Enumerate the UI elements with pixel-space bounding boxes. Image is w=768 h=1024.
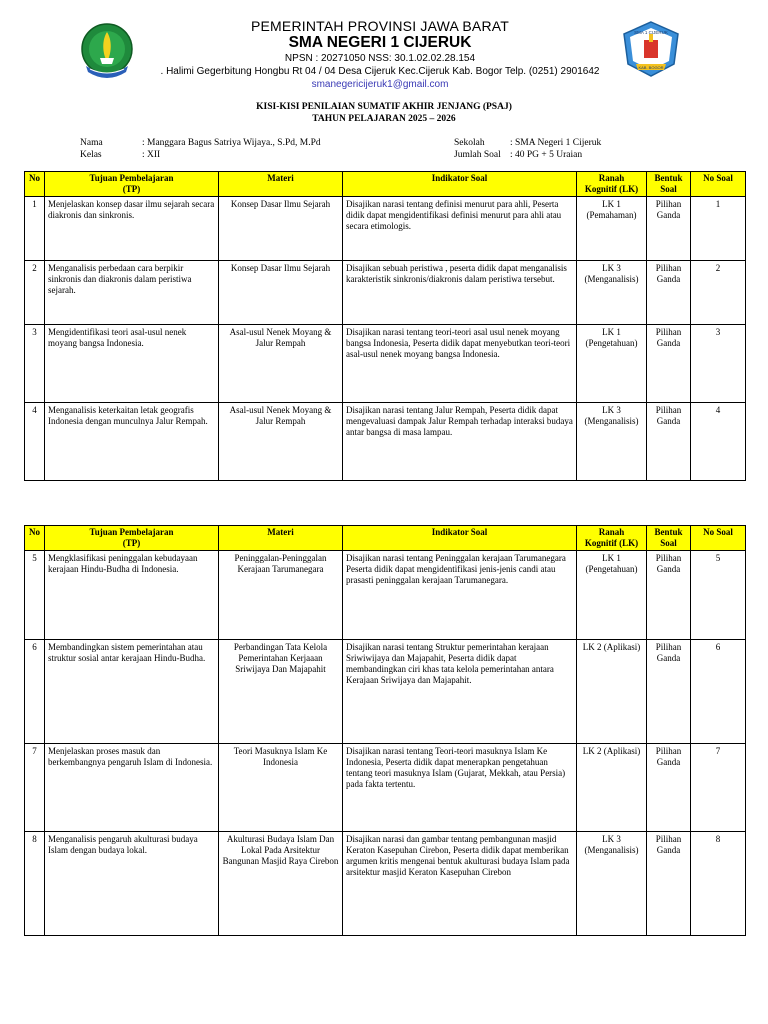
row-no-soal: 1 bbox=[691, 197, 746, 261]
table-row bbox=[25, 744, 746, 832]
row-materi: Konsep Dasar Ilmu Sejarah bbox=[219, 197, 343, 261]
sekolah-value: : SMA Negeri 1 Cijeruk bbox=[510, 138, 602, 148]
row-tujuan: Menganalisis perbedaan cara berpikir sinkronis dan diakronis dalam peristiwa sejarah. bbox=[45, 261, 219, 325]
row-indikator: Disajikan narasi tentang definisi menurut para ahli, Peserta didik dapat mengidentifikasi definisi menurut para ahli atau secara etimologis. bbox=[343, 197, 577, 261]
table-row bbox=[25, 403, 746, 481]
row-tujuan: Menjelaskan konsep dasar ilmu sejarah secara diakronis dan sinkronis. bbox=[45, 197, 219, 261]
row-indikator: Disajikan narasi tentang teori-teori asal usul nenek moyang bangsa Indonesia, Peserta didik dapat menyebutkan teori-teori asal-usul nenek moyang bangsa Indonesia. bbox=[343, 325, 577, 403]
sekolah-label: Sekolah bbox=[454, 138, 485, 148]
table-header-row bbox=[25, 172, 746, 197]
row-no: 1 bbox=[25, 197, 45, 261]
row-indikator: Disajikan narasi tentang Struktur pemerintahan kerajaan Sriwiwijaya dan Majapahit, Peserta didik dapat membandingkan ciri khas tata kelola pemerintahan antara Kerajaan Sriwijaya dan Majapahit. bbox=[343, 640, 577, 744]
row-no: 6 bbox=[25, 640, 45, 744]
row-no-soal: 4 bbox=[691, 403, 746, 481]
col-no: No bbox=[25, 172, 45, 197]
row-ranah: LK 3 (Menganalisis) bbox=[577, 832, 647, 936]
row-no-soal: 2 bbox=[691, 261, 746, 325]
table-header-row bbox=[25, 526, 746, 551]
document-title bbox=[0, 101, 768, 125]
kisi-table-1 bbox=[24, 171, 746, 481]
row-no: 4 bbox=[25, 403, 45, 481]
kisi-table-2 bbox=[24, 525, 746, 936]
row-indikator: Disajikan narasi tentang Peninggalan kerajaan Tarumanegara Peserta didik dapat mengidentifikasi jenis-jenis candi atau prasasti peninggalan kerajaan Tarumanegara. bbox=[343, 551, 577, 640]
school-emblem-icon bbox=[620, 20, 682, 78]
row-tujuan: Menjelaskan proses masuk dan berkembangnya pengaruh Islam di Indonesia. bbox=[45, 744, 219, 832]
row-tujuan: Mengidentifikasi teori asal-usul nenek moyang bangsa Indonesia. bbox=[45, 325, 219, 403]
row-indikator: Disajikan sebuah peristiwa , peserta didik dapat menganalisis karakteristik sinkronis/diakronis dalam peristiwa tersebut. bbox=[343, 261, 577, 325]
row-materi: Akulturasi Budaya Islam Dan Lokal Pada Arsitektur Bangunan Masjid Raya Cirebon bbox=[219, 832, 343, 936]
row-indikator: Disajikan narasi tentang Jalur Rempah, Peserta didik dapat mengevaluasi dampak Jalur Rempah terhadap interaksi budaya antar bangsa di masa lampau. bbox=[343, 403, 577, 481]
col-tujuan-pembelajaran: Tujuan Pembelajaran (TP) bbox=[45, 526, 219, 551]
school-address: . Halimi Gegerbitung Hongbu Rt 04 / 04 Desa Cijeruk Kec.Cijeruk Kab. Bogor Telp. (0251) 2901642 bbox=[160, 66, 600, 77]
svg-text:SMA 1 CIJERUK: SMA 1 CIJERUK bbox=[634, 30, 668, 35]
row-materi: Konsep Dasar Ilmu Sejarah bbox=[219, 261, 343, 325]
col-materi: Materi bbox=[219, 526, 343, 551]
nama-value: : Manggara Bagus Satriya Wijaya., S.Pd, M.Pd bbox=[142, 138, 321, 148]
row-no: 5 bbox=[25, 551, 45, 640]
school-name: SMA NEGERI 1 CIJERUK bbox=[288, 34, 472, 51]
row-materi: Teori Masuknya Islam Ke Indonesia bbox=[219, 744, 343, 832]
col-materi: Materi bbox=[219, 172, 343, 197]
government-name: PEMERINTAH PROVINSI JAWA BARAT bbox=[250, 18, 510, 34]
col-indikator-soal: Indikator Soal bbox=[343, 526, 577, 551]
col-bentuk-soal: Bentuk Soal bbox=[647, 526, 691, 551]
row-materi: Asal-usul Nenek Moyang & Jalur Rempah bbox=[219, 325, 343, 403]
row-ranah: LK 3 (Menganalisis) bbox=[577, 403, 647, 481]
row-no-soal: 8 bbox=[691, 832, 746, 936]
jumlah-soal-value: : 40 PG + 5 Uraian bbox=[510, 150, 583, 160]
row-bentuk: Pilihan Ganda bbox=[647, 261, 691, 325]
row-tujuan: Membandingkan sistem pemerintahan atau struktur sosial antar kerajaan Hindu-Budha. bbox=[45, 640, 219, 744]
col-tujuan-pembelajaran: Tujuan Pembelajaran (TP) bbox=[45, 172, 219, 197]
table-row bbox=[25, 197, 746, 261]
row-no: 7 bbox=[25, 744, 45, 832]
row-ranah: LK 2 (Aplikasi) bbox=[577, 744, 647, 832]
letterhead bbox=[0, 0, 768, 100]
col-indikator-soal: Indikator Soal bbox=[343, 172, 577, 197]
teacher-info bbox=[80, 137, 321, 161]
row-ranah: LK 3 (Menganalisis) bbox=[577, 261, 647, 325]
row-bentuk: Pilihan Ganda bbox=[647, 403, 691, 481]
school-info bbox=[454, 137, 601, 161]
row-bentuk: Pilihan Ganda bbox=[647, 640, 691, 744]
row-indikator: Disajikan narasi tentang Teori-teori masuknya Islam Ke Indonesia, Peserta didik dapat menerapkan pengetahuan tentang teori masuknya Islam (Gujarat, Mekkah, atau Persia) pada fakta tertentu. bbox=[343, 744, 577, 832]
row-bentuk: Pilihan Ganda bbox=[647, 832, 691, 936]
row-ranah: LK 1 (Pengetahuan) bbox=[577, 325, 647, 403]
col-bentuk-soal: Bentuk Soal bbox=[647, 172, 691, 197]
kelas-value: : XII bbox=[142, 150, 161, 160]
row-bentuk: Pilihan Ganda bbox=[647, 197, 691, 261]
row-no: 3 bbox=[25, 325, 45, 403]
row-bentuk: Pilihan Ganda bbox=[647, 325, 691, 403]
col-no-soal: No Soal bbox=[691, 172, 746, 197]
row-tujuan: Mengklasifikasi peninggalan kebudayaan kerajaan Hindu-Budha di Indonesia. bbox=[45, 551, 219, 640]
row-no-soal: 5 bbox=[691, 551, 746, 640]
row-bentuk: Pilihan Ganda bbox=[647, 551, 691, 640]
row-tujuan: Menganalisis keterkaitan letak geografis Indonesia dengan munculnya Jalur Rempah. bbox=[45, 403, 219, 481]
row-indikator: Disajikan narasi dan gambar tentang pembangunan masjid Keraton Kasepuhan Cirebon, Peserta didik dapat memberikan argumen kritis mengenai bentuk akulturasi budaya Islam pada arsitektur masjid Keraton Kasepuhan Cirebon bbox=[343, 832, 577, 936]
jumlah-soal-label: Jumlah Soal bbox=[454, 150, 501, 160]
row-ranah: LK 1 (Pemahaman) bbox=[577, 197, 647, 261]
col-ranah-kognitif: Ranah Kognitif (LK) bbox=[577, 172, 647, 197]
row-materi: Peninggalan-Peninggalan Kerajaan Tarumanegara bbox=[219, 551, 343, 640]
svg-text:KAB. BOGOR: KAB. BOGOR bbox=[638, 65, 664, 70]
table-row bbox=[25, 551, 746, 640]
letterhead-text bbox=[140, 18, 620, 91]
kelas-label: Kelas bbox=[80, 150, 102, 160]
school-email[interactable]: smanegericijeruk1@gmail.com bbox=[311, 79, 449, 90]
row-ranah: LK 1 (Pengetahuan) bbox=[577, 551, 647, 640]
col-ranah-kognitif: Ranah Kognitif (LK) bbox=[577, 526, 647, 551]
row-materi: Asal-usul Nenek Moyang & Jalur Rempah bbox=[219, 403, 343, 481]
row-no-soal: 7 bbox=[691, 744, 746, 832]
document-title-line1: KISI-KISI PENILAIAN SUMATIF AKHIR JENJANG (PSAJ) bbox=[256, 102, 512, 112]
table-row bbox=[25, 261, 746, 325]
table-row bbox=[25, 325, 746, 403]
row-no: 8 bbox=[25, 832, 45, 936]
school-npsn: NPSN : 20271050 NSS: 30.1.02.02.28.154 bbox=[284, 53, 476, 64]
nama-label: Nama bbox=[80, 138, 103, 148]
row-no-soal: 3 bbox=[691, 325, 746, 403]
col-no: No bbox=[25, 526, 45, 551]
table-row bbox=[25, 640, 746, 744]
row-no-soal: 6 bbox=[691, 640, 746, 744]
row-ranah: LK 2 (Aplikasi) bbox=[577, 640, 647, 744]
row-tujuan: Menganalisis pengaruh akulturasi budaya Islam dengan budaya lokal. bbox=[45, 832, 219, 936]
row-materi: Perbandingan Tata Kelola Pemerintahan Kerjaaan Sriwijaya Dan Majapahit bbox=[219, 640, 343, 744]
col-no-soal: No Soal bbox=[691, 526, 746, 551]
row-bentuk: Pilihan Ganda bbox=[647, 744, 691, 832]
document-title-line2: TAHUN PELAJARAN 2025 – 2026 bbox=[312, 114, 456, 124]
row-no: 2 bbox=[25, 261, 45, 325]
table-row bbox=[25, 832, 746, 936]
